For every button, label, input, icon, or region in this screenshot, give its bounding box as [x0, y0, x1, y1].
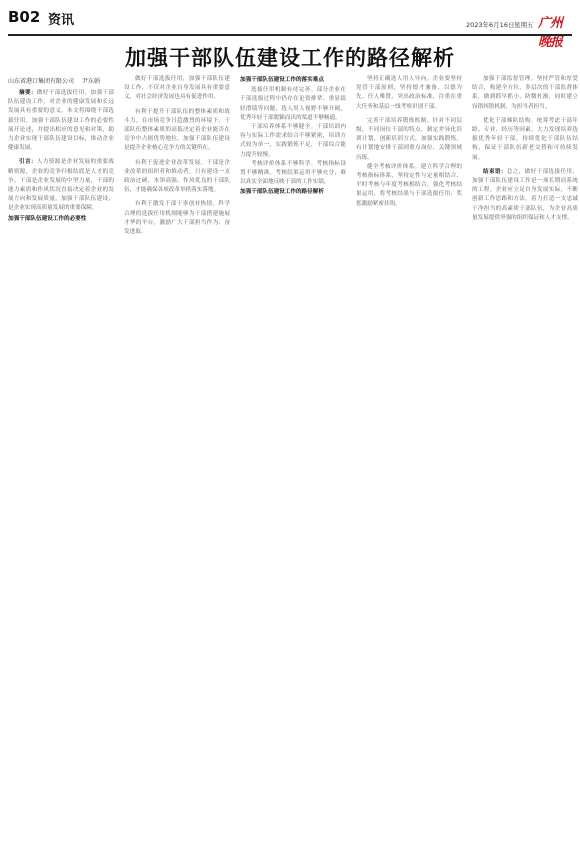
conclusion-paragraph: [472, 168, 578, 223]
byline-author: 尹东娟: [81, 78, 100, 85]
masthead: [8, 8, 572, 50]
abstract-paragraph: [8, 89, 114, 153]
section-heading: 加强干部队伍建设工作的路径解析: [240, 189, 324, 196]
article-column-2: [124, 75, 230, 237]
body-paragraph: 完善干部培养锻炼机制。针对不同层级、不同岗位干部的特点，制定差异化培训计划，创新培训方式，加强实践锻炼，有计划地安排干部到重点岗位、关键领域历练。: [356, 117, 462, 161]
byline: [8, 76, 122, 85]
section-code: B02: [8, 8, 41, 26]
intro-label: 引言：: [19, 159, 37, 166]
newspaper-logo: 广州晚报: [538, 16, 563, 50]
body-paragraph: 加强干部监督管理。坚持严管和厚爱结合，构建全方位、多层次的干部监督体系，做到抓早抓小、防微杜渐，同时建立容错纠错机制，为担当者担当。: [472, 76, 578, 110]
body-paragraph: 选拔任用机制有待完善。部分企业在干部选拔过程中仍存在论资排辈、重显绩轻潜绩等问题，选人用人视野不够开阔，优秀年轻干部脱颖而出的渠道不够畅通。: [240, 87, 346, 121]
article-column-1: [8, 89, 114, 225]
body-paragraph: 有利于激发干部干事创业热情。科学合理的选拔任用机制能够为干部搭建施展才华的平台，激励广大干部担当作为、奋发进取。: [124, 201, 230, 236]
issue-weekday: 星期五: [514, 21, 534, 29]
abstract-text: 做好干部选拔任用，加强干部队伍建设工作，对企业的健康发展和长远发展具有重要的意义。本文将围绕干部选拔任用、加强干部队伍建设工作的必要性展开论述，并提出相应的意见和对策，助力企业实现干部队伍建设目标，推动企业健康发展。: [8, 90, 114, 152]
conclusion-label: 结束语：: [483, 168, 507, 175]
article-column-4: [356, 75, 462, 209]
body-paragraph: 考核评价体系不够科学。考核指标设置不够精准，考核结果运用不够充分，难以真实全面地反映干部的工作实绩。: [240, 160, 346, 186]
issue-date: 2023年6月16日: [466, 21, 515, 29]
intro-paragraph: [8, 158, 114, 213]
intro-text: 人力资源是企业发展的重要战略资源，企业的竞争归根结底是人才的竞争。干部是企业发展的中坚力量，干部的能力素质和作风状况直接决定着企业的发展方向和发展质量。加强干部队伍建设，是企业实现高质量发展的重要保障。: [8, 159, 114, 212]
body-paragraph: 做好干部选拔任用，加强干部队伍建设工作，不仅对企业自身发展具有重要意义，对社会经济发展也具有促进作用。: [124, 76, 230, 101]
body-paragraph: 优化干部梯队结构。统筹考虑干部年龄、专业、经历等因素，大力发现培养选拔优秀年轻干部，持续优化干部队伍结构，保证干部队伍新老交替和可持续发展。: [472, 117, 578, 161]
article-headline: 加强干部队伍建设工作的路径解析: [125, 45, 455, 70]
body-paragraph: 有利于促进企业改革发展。干部是企业改革的组织者和推动者，只有建设一支政治过硬、本领高强、作风优良的干部队伍，才能确保各项改革举措落实落地。: [124, 159, 230, 194]
body-paragraph: 干部培养体系不够健全。干部培训内容与实际工作需求结合不够紧密，培训方式较为单一，实践锻炼不足，干部综合能力提升较慢。: [240, 124, 346, 158]
article-column-3: [240, 75, 346, 199]
abstract-label: 摘要：: [19, 90, 37, 96]
masthead-divider: [8, 34, 572, 36]
conclusion-text: 总之，做好干部选拔任用，加强干部队伍建设工作是一项长期而系统的工程。企业应立足自身发展实际，不断创新工作思路和方法，着力打造一支忠诚干净担当的高素质干部队伍，为企业高质量发展提供坚强的组织保证和人才支撑。: [472, 168, 578, 221]
body-paragraph: 坚持正确选人用人导向。企业要坚持党管干部原则，坚持德才兼备、以德为先、任人唯贤，突出政治标准，注重在重大任务和基层一线考察识别干部。: [356, 76, 462, 110]
section-heading: 加强干部队伍建设工作的落实难点: [240, 77, 324, 83]
section-heading: 加强干部队伍建设工作的必要性: [8, 215, 87, 222]
byline-affiliation: 山东省港口集团有限公司: [8, 78, 75, 85]
body-paragraph: 有利于提升干部队伍的整体素质和战斗力。在市场竞争日趋激烈的环境下，干部队伍整体素质的高低决定着企业能否在竞争中占据优势地位，加强干部队伍建设是提升企业核心竞争力的关键所在。: [124, 108, 230, 152]
section-name: 资讯: [48, 13, 75, 28]
body-paragraph: 健全考核评价体系。建立科学合理的考核指标体系，坚持定性与定量相结合、平时考核与年度考核相结合，强化考核结果运用，将考核结果与干部选拔任用、奖惩激励紧密挂钩。: [356, 163, 462, 207]
article-column-5: [472, 75, 578, 223]
